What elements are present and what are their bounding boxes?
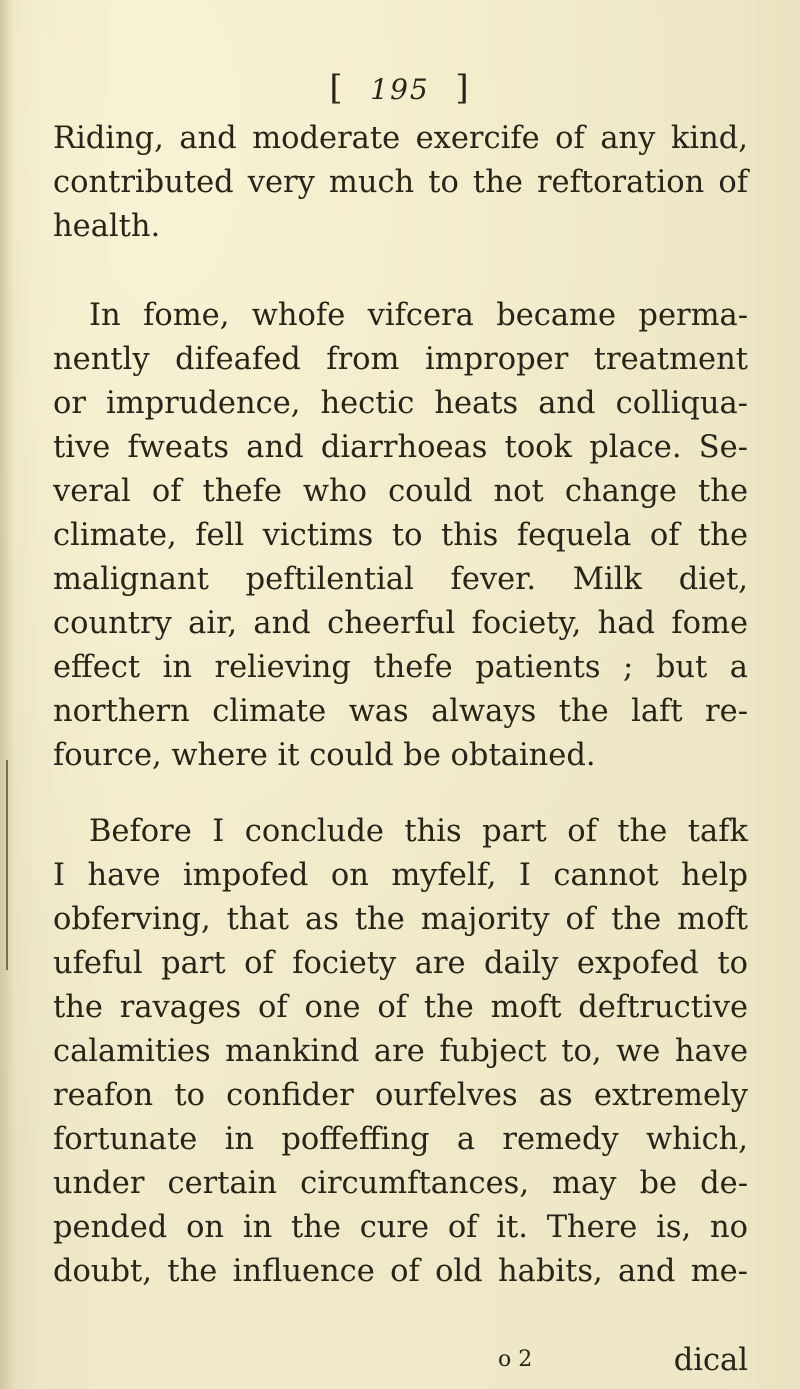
text-line: fource, where it could be obtained.	[53, 738, 596, 773]
text-line: or imprudence, hectic heats and colliqua-	[53, 386, 748, 421]
text-line: Before I conclude this part of the tafk	[89, 814, 748, 849]
header-open-bracket: [	[329, 68, 345, 108]
text-line: climate, fell victims to this fequela of the	[53, 518, 748, 553]
paragraph-1	[53, 117, 748, 249]
text-line: reafon to confider ourfelves as extremely	[53, 1078, 748, 1113]
text-line: calamities mankind are fubject to, we have	[53, 1034, 748, 1069]
text-line: veral of thefe who could not change the	[53, 474, 748, 509]
text-line: malignant peftilential fever. Milk diet,	[53, 562, 748, 597]
text-line: fortunate in poffeffing a remedy which,	[53, 1122, 748, 1157]
text-line: Riding, and moderate exercife of any kind,	[53, 121, 748, 156]
text-line: health.	[53, 209, 161, 244]
text-line: contributed very much to the reftoration of	[53, 165, 748, 200]
text-line: In fome, whofe vifcera became perma-	[89, 298, 748, 333]
text-line: the ravages of one of the moft deftructive	[53, 990, 748, 1025]
text-line: under certain circumftances, may be de-	[53, 1166, 748, 1201]
header-close-bracket: ]	[455, 68, 471, 108]
text-line: ufeful part of fociety are daily expofed to	[53, 946, 748, 981]
paragraph-3	[53, 810, 748, 1294]
text-line: doubt, the influence of old habits, and me-	[53, 1254, 748, 1289]
running-header	[0, 68, 800, 108]
page-binding-shadow	[0, 0, 14, 1389]
signature-mark: o 2	[498, 1347, 533, 1372]
text-line: obferving, that as the majority of the moft	[53, 902, 748, 937]
text-line: northern climate was always the laft re-	[53, 694, 748, 729]
page-number: 195	[370, 73, 430, 106]
text-line: country air, and cheerful fociety, had fome	[53, 606, 748, 641]
margin-rule	[6, 760, 8, 970]
text-line: effect in relieving thefe patients ; but a	[53, 650, 748, 685]
text-line: pended on in the cure of it. There is, no	[53, 1210, 748, 1245]
paragraph-2	[53, 294, 748, 778]
catchword: dical	[673, 1343, 748, 1378]
text-line: nently difeafed from improper treatment	[53, 342, 748, 377]
text-line: tive fweats and diarrhoeas took place. Se-	[53, 430, 748, 465]
text-line: I have impofed on myfelf, I cannot help	[53, 858, 748, 893]
